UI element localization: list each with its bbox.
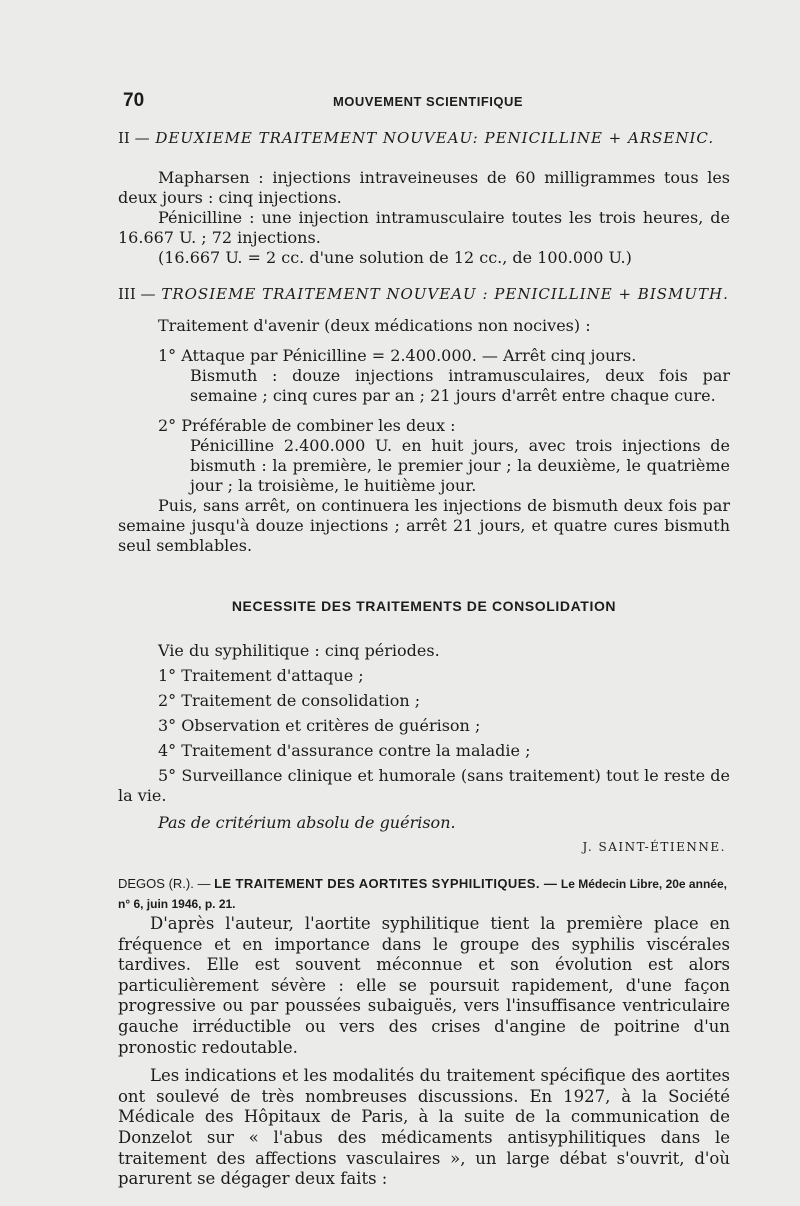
section-2-line-2: Pénicilline : une injection intramusculaire toutes les trois heures, de 16.667 U. ; 72 injections. (118, 208, 730, 247)
consolidation-title: NECESSITE DES TRAITEMENTS DE CONSOLIDATION (231, 598, 617, 614)
page-header (123, 90, 733, 120)
page-number: 70 (123, 90, 145, 111)
section-3-item-1: 1° Attaque par Pénicilline = 2.400.000. — Arrêt cinq jours. (158, 346, 637, 365)
section-2-title: DEUXIEME TRAITEMENT NOUVEAU: PENICILLINE + ARSENIC. (155, 129, 715, 147)
section-3-heading (118, 284, 730, 304)
section-2-line-1: Mapharsen : injections intraveineuses de 60 milligrammes tous les deux jours : cinq injections. (118, 168, 730, 207)
consolidation-item-5: 5° Surveillance clinique et humorale (sans traitement) tout le reste de la vie. (118, 766, 730, 805)
consolidation-item-1: 1° Traitement d'attaque ; (158, 666, 364, 685)
abstract-body (118, 914, 730, 1190)
consolidation-intro: Vie du syphilitique : cinq périodes. (158, 641, 440, 660)
abstract-paragraph-1: D'après l'auteur, l'aortite syphilitique tient la première place en fréquence et en importance dans le groupe des syphilis viscérales tardives. Elle est souvent méconnue et son évolution est alors particulièrement sévère : elle se poursuit rapidement, d'une façon progressive ou par poussées subaiguës, vers l'insuffisance ventriculaire gauche irréductible ou vers des crises d'angine de poitrine d'un pronostic redoutable. (118, 914, 730, 1057)
section-2-number: II — (118, 129, 150, 147)
section-3-item-1-detail: Bismuth : douze injections intramusculaires, deux fois par semaine ; cinq cures par an ; 21 jours d'arrêt entre chaque cure. (190, 366, 730, 405)
section-2 (118, 128, 730, 268)
section-3-number: III — (118, 285, 156, 303)
abstract-title: LE TRAITEMENT DES AORTITES SYPHILITIQUES. — (214, 876, 558, 891)
abstract-author: DEGOS (R.). — (118, 876, 211, 891)
section-3-conclusion: Puis, sans arrêt, on continuera les injections de bismuth deux fois par semaine jusqu'à douze injections ; arrêt 21 jours, et quatre cures bismuth seul semblables. (118, 496, 730, 555)
consolidation-section (118, 638, 730, 860)
abstract-source: Le Médecin Libre, 20e année, n° 6, juin 1946, p. 21. (118, 877, 727, 911)
section-2-line-3: (16.667 U. = 2 cc. d'une solution de 12 cc., de 100.000 U.) (158, 248, 632, 267)
section-3-intro: Traitement d'avenir (deux médications non nocives) : (158, 316, 591, 335)
abstract-paragraph-2: Les indications et les modalités du traitement spécifique des aortites ont soulevé de très nombreuses discussions. En 1927, à la Société Médicale des Hôpitaux de Paris, à la suite de la communication de Donzelot sur « l'abus des médicaments antisyphilitiques dans le traitement des affections vasculaires », un large débat s'ouvrit, d'où parurent se dégager deux faits : (118, 1066, 730, 1189)
running-title: MOUVEMENT SCIENTIFIQUE (332, 94, 524, 109)
consolidation-closing: Pas de critérium absolu de guérison. (158, 813, 456, 832)
section-3-item-2-detail: Pénicilline 2.400.000 U. en huit jours, avec trois injections de bismuth : la première, le premier jour ; la deuxième, le quatrième jour ; la troisième, le huitième jour. (190, 436, 730, 495)
signature: J. SAINT-ÉTIENNE. (582, 840, 726, 854)
consolidation-item-2: 2° Traitement de consolidation ; (158, 691, 421, 710)
abstract-citation (118, 874, 730, 914)
section-3 (118, 284, 730, 556)
section-2-heading (118, 128, 730, 148)
section-3-item-2: 2° Préférable de combiner les deux : (158, 416, 456, 435)
consolidation-item-4: 4° Traitement d'assurance contre la maladie ; (158, 741, 531, 760)
consolidation-item-3: 3° Observation et critères de guérison ; (158, 716, 481, 735)
section-3-title: TROSIEME TRAITEMENT NOUVEAU : PENICILLINE + BISMUTH. (161, 285, 729, 303)
